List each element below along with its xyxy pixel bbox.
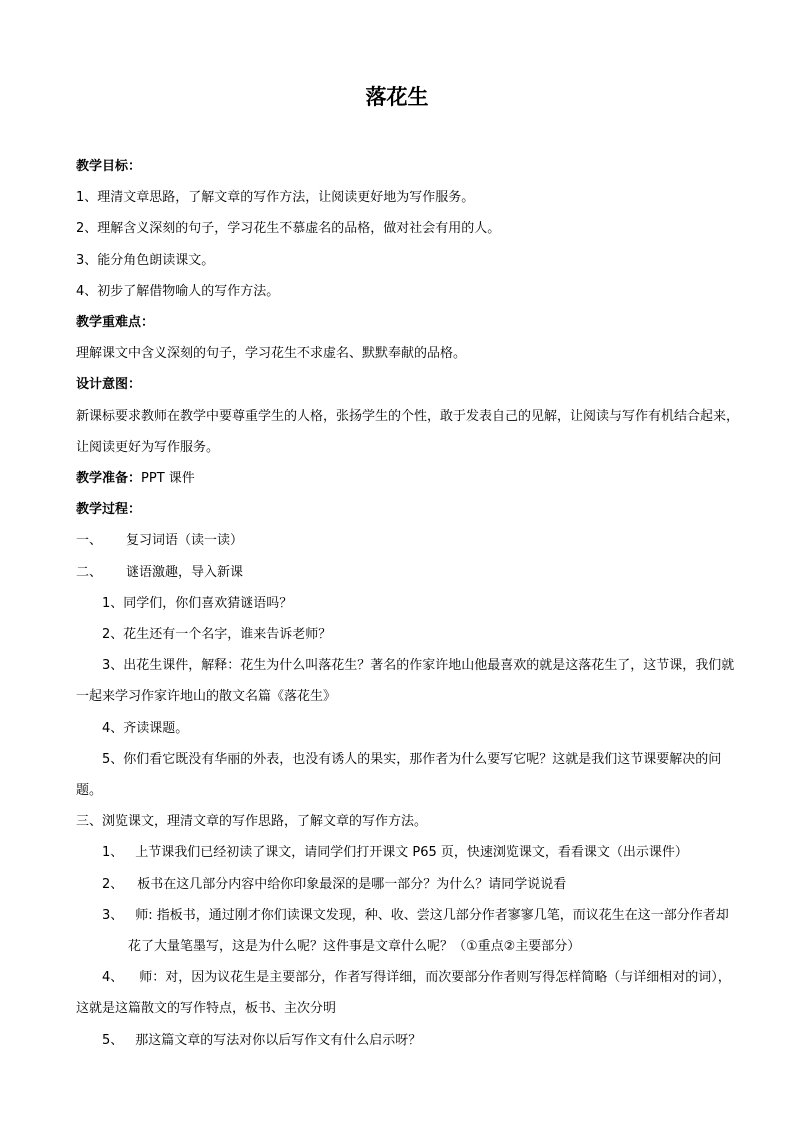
step3-item [76, 1025, 740, 1056]
process-step-2 [76, 557, 740, 588]
keypoints-text: 理解课文中含义深刻的句子，学习花生不求虚名、默默奉献的品格。 [76, 346, 467, 362]
item-number: 4、 [102, 970, 124, 986]
step3-item [76, 900, 740, 962]
process-heading: 教学过程： [76, 502, 142, 518]
process-step-1 [76, 525, 740, 556]
step-number: 二、 [76, 564, 103, 580]
document-body [76, 151, 740, 1056]
step3-item [76, 837, 740, 868]
item-text: 师: 指板书，通过刚才你们读课文发现，种、收、尝这几部分作者寥寥几笔，而议花生在这一部分作者却花了大量笔墨写，这是为什么呢？这件事是文章什么呢？（①重点②主要部分） [128, 907, 729, 955]
document-title: 落花生 [365, 85, 429, 109]
item-number: 5、 [102, 1032, 124, 1048]
step2-item: 1、同学们，你们喜欢猜谜语吗？ [102, 595, 293, 611]
step2-item: 4、齐读课题。 [102, 720, 189, 736]
step2-item: 3、出花生课件，解释：花生为什么叫落花生？著名的作家许地山他最喜欢的就是这落花生了，这节课，我们就一起来学习作家许地山的散文名篇《落花生》 [76, 658, 735, 705]
step-number: 一、 [76, 533, 103, 549]
step2-item: 2、花生还有一个名字，谁来告诉老师？ [102, 627, 332, 643]
goal-item: 2、理解含义深刻的句子，学习花生不慕虚名的品格，做对社会有用的人。 [76, 221, 501, 237]
prep-text: PPT 课件 [141, 471, 195, 487]
goal-item: 4、初步了解借物喻人的写作方法。 [76, 283, 280, 299]
design-text: 新课标要求教师在教学中要尊重学生的人格，张扬学生的个性，敢于发表自己的见解，让阅读与写作有机结合起来，让阅读更好为写作服务。 [76, 408, 740, 455]
item-text: 上节课我们已经初读了课文，请同学们打开课文 P65 页，快速浏览课文，看看课文（出示课件） [135, 845, 688, 861]
item-text: 师：对，因为议花生是主要部分，作者写得详细，而次要部分作者则写得怎样简略（与详细相对的词），这就是这篇散文的写作特点，板书、主次分明 [76, 970, 731, 1017]
item-number: 1、 [102, 845, 124, 861]
item-number: 3、 [102, 907, 124, 923]
keypoints-heading: 教学重难点： [76, 315, 155, 331]
step2-item: 5、你们看它既没有华丽的外表，也没有诱人的果实，那作者为什么要写它呢？这就是我们这节课要解决的问题。 [76, 751, 722, 799]
step3-item [76, 962, 740, 1024]
step3-item [76, 869, 740, 900]
step-text: 谜语激趣，导入新课 [126, 564, 244, 580]
item-text: 板书在这几部分内容中给你印象最深的是哪一部分？为什么？请同学说说看 [137, 876, 567, 892]
prep-heading: 教学准备： [76, 471, 142, 487]
item-text: 那这篇文章的写法对你以后写作文有什么启示呀？ [135, 1032, 422, 1048]
goal-item: 3、能分角色朗读课文。 [76, 252, 215, 268]
prep-line [76, 463, 740, 494]
step-text: 复习词语（读一读） [126, 533, 244, 549]
goal-item: 1、理清文章思路，了解文章的写作方法，让阅读更好地为写作服务。 [76, 190, 475, 206]
design-heading: 设计意图： [76, 377, 142, 393]
process-step-3: 三、浏览课文，理清文章的写作思路，了解文章的写作方法。 [76, 814, 428, 830]
goals-heading: 教学目标： [76, 159, 142, 174]
item-number: 2、 [102, 876, 124, 892]
